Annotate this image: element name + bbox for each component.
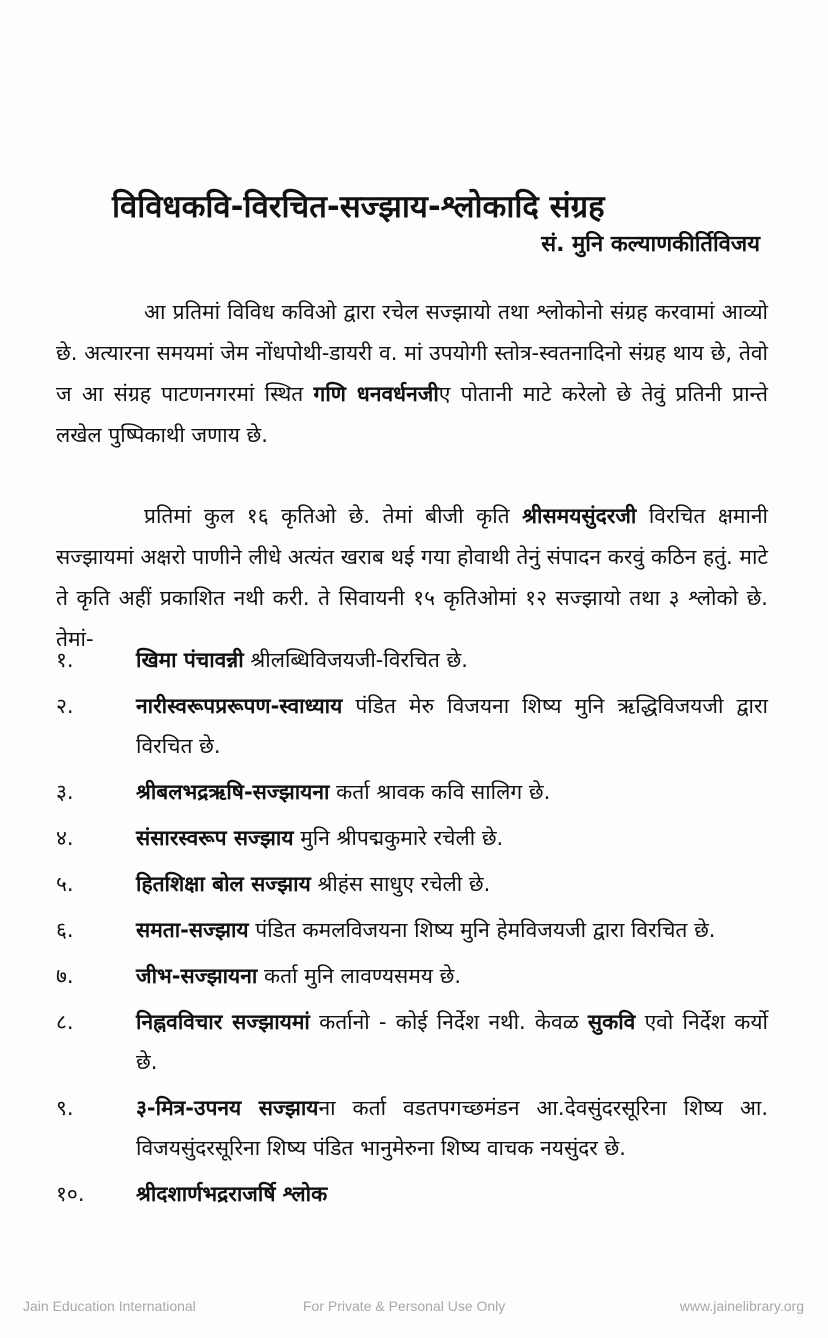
item-number: २. xyxy=(56,694,74,718)
paragraph-text: प्रतिमां कुल १६ कृतिओ छे. तेमां बीजी कृति xyxy=(144,504,523,528)
works-list xyxy=(56,640,768,1214)
list-item xyxy=(56,1174,768,1214)
item-number: ६. xyxy=(56,918,74,942)
item-number: ८. xyxy=(56,1010,74,1034)
item-text: कर्ता श्रावक कवि सालिग छे. xyxy=(329,780,551,804)
item-number: ४. xyxy=(56,826,74,850)
list-item xyxy=(56,818,768,858)
page-footer xyxy=(0,1298,828,1318)
paragraph-text: ए पोतानी माटे करेलो छे तेवुं प्रतिनी प्रान्ते लखेल पुष्पिकाथी जणाय छे. xyxy=(56,382,768,447)
list-item xyxy=(56,910,768,950)
work-title: संसारस्वरूप सज्झाय xyxy=(136,826,294,850)
page-title: विविधकवि-विरचित-सज्झाय-श्लोकादि संग्रह xyxy=(112,188,605,225)
work-title: ३-मित्र-उपनय सज्झाय xyxy=(136,1096,319,1120)
work-title: श्रीदशार्णभद्रराजर्षि श्लोक xyxy=(136,1182,328,1206)
list-item xyxy=(56,956,768,996)
item-text: श्रीहंस साधुए रचेली छे. xyxy=(310,872,491,896)
poet-epithet: सुकवि xyxy=(587,1010,636,1034)
footer-usage-notice: For Private & Personal Use Only xyxy=(303,1298,506,1314)
item-number: ५. xyxy=(56,872,74,896)
item-text: एवो निर्देश कर्यो छे. xyxy=(136,1010,768,1074)
item-number: १०. xyxy=(56,1182,85,1206)
author-name: श्रीसमयसुंदरजी xyxy=(522,504,637,528)
work-title: समता-सज्झाय xyxy=(136,918,249,942)
item-number: ९. xyxy=(56,1096,74,1120)
item-number: ३. xyxy=(56,780,74,804)
work-title: खिमा पंचावन्नी xyxy=(136,648,244,672)
contents-paragraph xyxy=(56,496,768,660)
list-item xyxy=(56,1088,768,1168)
item-text: कर्तानो - कोई निर्देश नथी. केवळ xyxy=(309,1010,588,1034)
list-item xyxy=(56,1002,768,1082)
item-text: कर्ता मुनि लावण्यसमय छे. xyxy=(257,964,462,988)
work-title: नारीस्वरूपप्ररूपण-स्वाध्याय xyxy=(136,694,343,718)
item-text: पंडित मेरु विजयना शिष्य मुनि ऋद्धिविजयजी द्वारा विरचित छे. xyxy=(136,694,768,758)
item-text: ना कर्ता वडतपगच्छमंडन आ.देवसुंदरसूरिना शिष्य आ. विजयसुंदरसूरिना शिष्य पंडित भानुमेरुना शिष्य वाचक नयसुंदर छे. xyxy=(136,1096,768,1160)
intro-paragraph xyxy=(56,292,768,456)
list-item xyxy=(56,772,768,812)
footer-publisher: Jain Education International xyxy=(23,1298,196,1314)
item-number: ७. xyxy=(56,964,74,988)
scribe-name: गणि धनवर्धनजी xyxy=(313,382,439,406)
paragraph-text: विरचित क्षमानी सज्झायमां अक्षरो पाणीने लीधे अत्यंत खराब थई गया होवाथी तेनुं संपादन करवुं कठिन हतुं. माटे ते कृति अहीं प्रकाशित नथी करी. ते सिवायनी १५ कृतिओमां १२ सज्झायो तथा ३ श्लोको छे. तेमां- xyxy=(56,504,768,651)
list-item xyxy=(56,686,768,766)
list-item xyxy=(56,640,768,680)
item-text: श्रीलब्धिविजयजी-विरचित छे. xyxy=(243,648,468,672)
item-text: पंडित कमलविजयना शिष्य मुनि हेमविजयजी द्वारा विरचित छे. xyxy=(248,918,716,942)
footer-website-link[interactable]: www.jainelibrary.org xyxy=(679,1298,804,1314)
work-title: श्रीबलभद्रऋषि-सज्झायना xyxy=(136,780,330,804)
work-title: जीभ-सज्झायना xyxy=(136,964,258,988)
work-title: हितशिक्षा बोल सज्झाय xyxy=(136,872,311,896)
item-number: १. xyxy=(56,648,74,672)
item-text: मुनि श्रीपद्मकुमारे रचेली छे. xyxy=(293,826,504,850)
work-title: निह्नवविचार सज्झायमां xyxy=(136,1010,310,1034)
editor-credit: सं. मुनि कल्याणकीर्तिविजय xyxy=(541,232,760,257)
paragraph-text: आ प्रतिमां विविध कविओ द्वारा रचेल सज्झायो तथा श्लोकोनो संग्रह करवामां आव्यो छे. अत्यारना समयमां जेम नोंधपोथी-डायरी व. मां उपयोगी स्तोत्र-स्वतनादिनो संग्रह थाय छे, तेवो ज आ संग्रह पाटणनगरमां स्थित xyxy=(56,300,768,406)
list-item xyxy=(56,864,768,904)
